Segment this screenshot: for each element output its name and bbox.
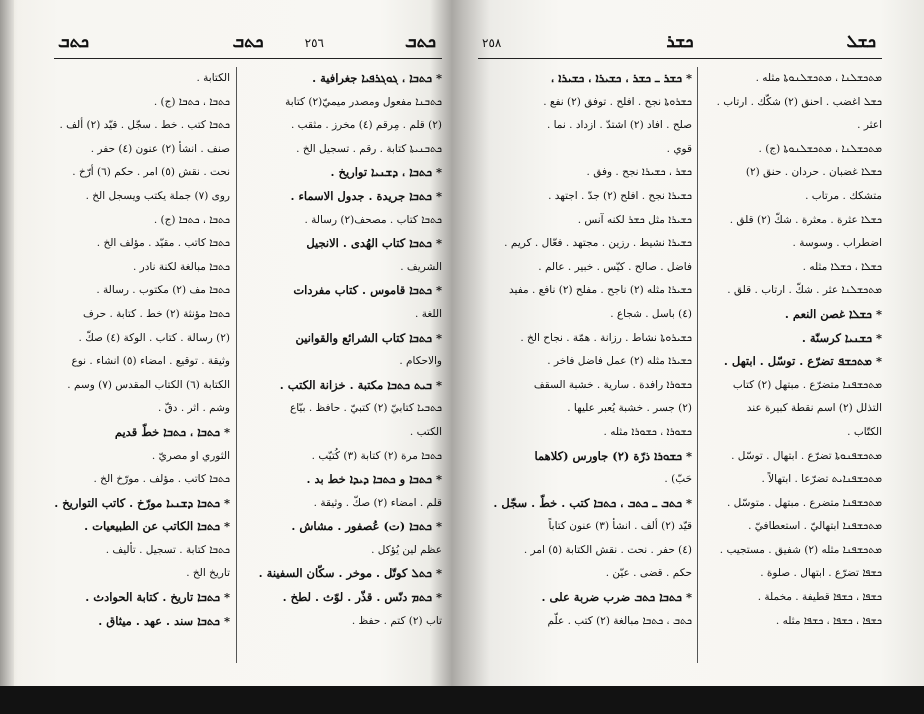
entry-line: ܟܬܒܐ كاتب . مؤلف . مورّخ الخ . <box>93 473 230 486</box>
left-page-right-column <box>242 67 442 667</box>
entry-line: اضطراب . وسوسة . <box>792 237 882 250</box>
book-edge <box>0 0 14 686</box>
entry-line: * ܟܬܒܐ سند . عهد . ميثاق . <box>98 613 230 628</box>
entry-line: ܟܬܒܢܐ مفعول ومصدر ميميّ(٢) كتابة <box>285 95 442 108</box>
entry-line: فاضل . صالح . كيّس . خبير . عالم . <box>538 260 692 273</box>
entry-line: * ܟܬܒ ـ ܟܬܒ ، ܟܬܒܐ كتب . خطّ . سجّل . <box>493 495 692 510</box>
right-page-number: ٢٥٨ <box>482 36 502 50</box>
entry-line: ܟܫܠܐ عثرة . معثرة . شكّ (٢) قلق . <box>729 213 882 226</box>
entry-line: وثيقة . توقيع . امضاء (٥) انشاء . نوع <box>71 355 230 368</box>
entry-line: ܟܬܒܝܐ كتابيّ (٢) كتبيّ . حافظ . بيّاع <box>289 402 442 415</box>
entry-line: ܟܬܒܐ كتابة . تسجيل . تأليف . <box>105 543 230 556</box>
entry-line: ܡܬܟܫܦܢܐ متضرّع . مبتهل (٢) كتاب <box>732 378 882 391</box>
entry-line: ܟܫܦܐ تضرّع . ابتهال . صلوة . <box>760 567 882 580</box>
entry-line: * ܟܬܒܐ ، ܕܫܢܝܐ تواريخ . <box>330 165 442 180</box>
entry-line: ܟܫܠܐ غضبان . حردان . حنق (٢) <box>745 166 882 179</box>
right-page-header <box>478 30 882 59</box>
entry-line: (٤) باسل . شجاع . <box>610 307 692 320</box>
entry-line: ܟܬܒܐ مؤنثة (٢) خط . كتابة . حرف <box>83 307 230 320</box>
entry-line: قلم . امضاء (٢) صكّ . وثيقة . <box>313 496 442 509</box>
entry-line: ܟܫܠܐ ، ܟܫܠܐ مثله . <box>802 260 882 273</box>
entry-line: عظم لين يُؤكل . <box>371 543 442 556</box>
entry-line: وشم . اثر . دقّ . <box>157 402 230 415</box>
left-headword-center: ܟܬܒ <box>232 32 264 52</box>
entry-line: قوي . <box>666 142 692 155</box>
entry-line: * ܟܬܒܐ ܕܫܢܝܐ مورّخ . كاتب التواريخ . <box>54 495 230 510</box>
entry-line: ܟܬܒ ، ܟܬܒܐ مبالغة (٢) كتب . علّم <box>547 614 692 627</box>
entry-line: * ܟܬܒܐ قاموس . كتاب مفردات <box>293 283 442 298</box>
left-page-header <box>54 30 442 59</box>
entry-line: * ܡܬܟܫܦ تضرّع . توسّل . ابتهل . <box>723 354 882 369</box>
entry-line: روى (٧) جملة يكتب ويسجل الخ . <box>85 189 230 202</box>
entry-line: ܟܫܝܪܐ مثل ܟܫܪ لكنه آنس . <box>577 213 692 226</box>
entry-line: ܟܫܝܪܘܬܐ نشاط . رزانة . همّة . نجاح الخ . <box>520 331 692 344</box>
scanner-bed-edge <box>0 686 924 714</box>
left-headword-right: ܟܬܒ <box>405 32 436 52</box>
column-divider <box>236 67 237 663</box>
entry-line: ܡܬܟܫܠܢܐ عثر . شكّ . ارتاب . قلق . <box>727 284 882 297</box>
entry-line: * ܟܫܘܪܐ ذرّة (٢) جاورس (كلاهما <box>534 448 692 463</box>
entry-line: متشكك . مرتاب . <box>805 189 882 202</box>
entry-line: * ܟܬܠ كوتّل . موخر . سكّان السفينة . <box>258 566 442 581</box>
entry-line: * ܟܬܒܐ كتاب الشرائع والقوانين <box>295 330 442 345</box>
entry-line: * ܟܬܒܐ الكاتب عن الطبيعيات . <box>84 519 230 534</box>
entry-line: الكتّاب . <box>847 425 882 438</box>
entry-line: ܟܫܝܪܐ نشيط . رزين . مجتهد . فعّال . كريم . <box>504 237 692 250</box>
column-divider <box>697 67 698 663</box>
entry-line: ܟܬܒܐ كتب . خط . سجّل . قيّد (٢) ألف . <box>59 119 230 132</box>
right-page-columns <box>478 67 882 667</box>
entry-line: صنف . انشأ (٢) عنون (٤) حفر . <box>90 142 230 155</box>
entry-line: ܡܬܟܫܦܢܐܝܬ تضرّعا . ابتهالاً . <box>761 473 882 486</box>
entry-line: التذلل (٢) اسم نقطة كبيرة عند <box>746 402 882 415</box>
entry-line: ܟܫܝܪܐ مثله (٢) عمل فاضل فاخر . <box>547 355 692 368</box>
entry-line: الكتب . <box>409 425 442 438</box>
entry-line: ܡܬܟܫܠܢܐ ، ܡܬܟܫܠܢܘܬܐ (ج) . <box>758 142 882 155</box>
entry-line: ܟܫܪ ، ܟܫܝܪܐ نجح . وفق . <box>586 166 692 179</box>
right-page-left-column <box>478 67 692 667</box>
entry-line: ܟܫܪܘܬܐ نجح . افلح . توفق (٢) نفع . <box>543 95 692 108</box>
entry-line: * ܟܫܢܝܐ كرسنّة . <box>801 330 882 345</box>
right-page <box>478 30 882 680</box>
entry-line: * ܟܬܡ دنّس . قذّر . لوّث . لطخ . <box>282 590 442 605</box>
entry-line: اعثر . <box>857 119 882 132</box>
entry-line: حكم . قضى . عيّن . <box>605 567 692 580</box>
entry-line: * ܟܬܒܐ ، ܓܘܓܪܦܝܐ جغرافية . <box>312 71 442 85</box>
entry-line: الثوري او مصريّ . <box>151 449 230 462</box>
left-page <box>54 30 442 680</box>
entry-line: * ܒܝܬ ܟܬܒܐ مكتبة . خزانة الكتب . <box>279 377 442 392</box>
entry-line: ܟܬܒܐ مف (٢) مكتوب . رسالة . <box>96 284 230 297</box>
entry-line: ܟܬܒܐ ، ܟܬܒܐ (ج) . <box>153 213 230 226</box>
entry-line: تاريخ الخ . <box>186 567 230 580</box>
entry-line: ܟܫܦܐ ، ܟܫܦܐ ، ܟܫܦܐ مثله . <box>775 614 882 627</box>
entry-line: ܟܫܠ اغضب . احنق (٢) شكّك . ارتاب . <box>716 95 882 108</box>
right-headword-right: ܟܫܠ <box>846 32 876 52</box>
entry-line: ܡܬܟܫܦܢܐ مثله (٢) شفيق . مستجيب . <box>719 543 882 556</box>
entry-line: ܟܬܒܐ مرة (٢) كتابة (٣) كُتيّب . <box>311 449 442 462</box>
left-page-columns <box>54 67 442 667</box>
entry-line: * ܟܬܒܐ كتاب الهُدى . الانجيل <box>306 236 442 251</box>
entry-line: * ܟܬܒܐ (ت) عُصفور . مشاش . <box>291 519 442 534</box>
entry-line: قيّد (٢) ألف . انشأ (٣) عنون كتاباً <box>548 520 692 533</box>
entry-line: ܡܬܟܫܦܢܘܬܐ تضرّع . ابتهال . توسّل . <box>731 449 882 462</box>
entry-line: الكتابة (٦) الكتاب المقدس (٧) وسم . <box>67 378 230 391</box>
entry-line: ܡܬܟܫܦܢܐ ابتهاليّ . استعطافيّ . <box>748 520 882 533</box>
entry-line: * ܟܬܒܐ ܟܬܒ ضرب ضربة على . <box>541 590 692 605</box>
entry-line: ܡܬܟܫܦܢܐ متضرع . مبتهل . متوسّل . <box>726 496 882 509</box>
entry-line: * ܟܫܪ ـ ܟܫܪ ، ܟܫܝܪܐ ، ܟܫܝܪܐ ، <box>551 71 692 85</box>
right-headword-center: ܟܫܪ <box>666 32 694 52</box>
entry-line: (٤) حفر . نحت . نقش الكتابة (٥) امر . <box>523 543 692 556</box>
entry-line: ܟܫܝܪܐ مثله (٢) ناجح . مفلح (٢) نافع . مفيد <box>509 284 692 297</box>
right-page-right-column <box>704 67 882 667</box>
entry-line: والاحكام . <box>399 355 442 368</box>
left-page-number: ٢٥٦ <box>304 36 324 50</box>
entry-line: (٢) جسر . خشبة يُعبر عليها . <box>567 402 692 415</box>
entry-line: الشريف . <box>400 260 442 273</box>
entry-line: (٢) رسالة . كتاب . الوكة (٤) صكّ . <box>78 331 230 344</box>
entry-line: (٢) قلم . مِرقم (٤) مخرز . مثقب . <box>291 119 442 132</box>
entry-line: ܟܫܘܪܐ رافدة . سارية . خشبة السقف <box>533 378 692 391</box>
entry-line: ܟܬܒܐ كاتب . مقيّد . مؤلف الخ . <box>96 237 230 250</box>
entry-line: ܟܬܒܐ مبالغة لكنة نادر . <box>132 260 230 273</box>
entry-line: ܟܫܝܪܐ نجح . افلح (٢) جدّ . اجتهد . <box>548 189 692 202</box>
entry-line: * ܟܬܒܐ ، ܟܬܒܐ خطّ قديم <box>114 424 230 439</box>
entry-line: ܟܫܘܪܐ ، ܟܫܘܪܐ مثله . <box>603 425 692 438</box>
entry-line: ܟܬܒܐ كتاب . مصحف(٢) رسالة . <box>304 213 442 226</box>
entry-line: * ܟܬܒܐ جريدة . جدول الاسماء . <box>290 188 442 203</box>
entry-line: حَبّ) . <box>664 473 692 486</box>
entry-line: الكتابة . <box>196 72 230 84</box>
entry-line: اللغة . <box>415 307 442 320</box>
entry-line: ܟܫܦܐ ، ܟܫܦܐ قطيفة . مخملة . <box>757 591 882 604</box>
entry-line: صلح . افاد (٢) اشتدّ . ازداد . نما . <box>546 119 692 132</box>
entry-line: * ܟܫܠܐ غصن النعم . <box>784 306 882 321</box>
entry-line: ܟܬܒܐ ، ܟܬܒܐ (ج) . <box>153 95 230 108</box>
entry-line: نحت . نقش (٥) امر . حكم (٦) أرّخ . <box>72 166 230 179</box>
entry-line: * ܟܬܒܐ تاريخ . كتابة الحوادث . <box>85 590 230 605</box>
left-headword-left: ܟܬܒ <box>58 32 89 52</box>
entry-line: تاب (٢) كتم . حفظ . <box>351 614 442 627</box>
entry-line: ܡܬܟܫܠܢܐ ، ܡܬܟܫܠܢܘܬܐ مثله . <box>755 72 882 84</box>
entry-line: ܟܬܒܢܝܬܐ كتابة . رقم . تسجيل الخ . <box>296 142 442 155</box>
left-page-left-column <box>54 67 230 667</box>
entry-line: * ܟܬܒܐ و ܟܬܒܐ ܕܝܕܐ خط بد . <box>306 472 442 487</box>
